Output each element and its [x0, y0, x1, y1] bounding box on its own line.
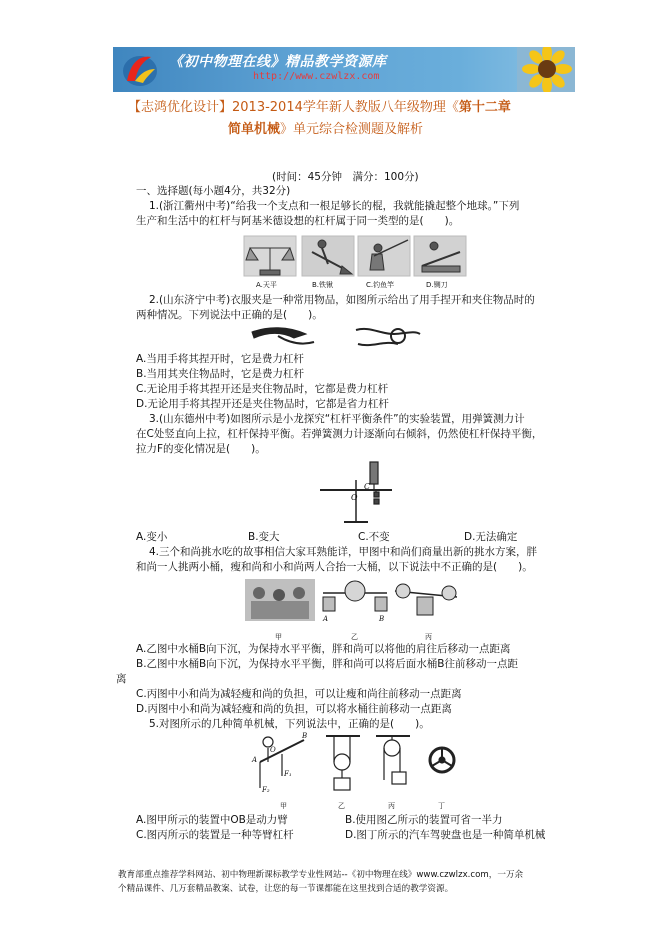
q4-caption-jia: 甲 [275, 633, 282, 641]
q5-label-b: B [302, 732, 308, 740]
banner-url[interactable]: http://www.czwlzx.com [253, 71, 380, 82]
q1-caption-d: D.铡刀 [426, 281, 448, 289]
q5-caption-bing: 丙 [388, 802, 395, 810]
q4-option-b: B.乙图中水桶B向下沉，为保持水平平衡，胖和尚可以将后面水桶B往前移动一点距 [136, 658, 518, 670]
q5-label-a: A [252, 756, 258, 764]
q4-figure [245, 577, 465, 641]
q1-figure [242, 234, 474, 290]
doc-title-line1 [128, 96, 511, 115]
page-footer [118, 868, 588, 896]
q4-option-c: C.丙图中小和尚为减轻瘦和尚的负担，可以让瘦和尚往前移动一点距离 [136, 688, 462, 700]
q5-label-o: O [270, 746, 276, 754]
q1-caption-a: A.天平 [256, 281, 277, 289]
q2-option-a: A.当用手将其捏开时，它是费力杠杆 [136, 353, 304, 365]
q5-option-b: B.使用图乙所示的装置可省一半力 [345, 814, 503, 826]
doc-title-rest: 》单元综合检测题及解析 [280, 122, 424, 137]
q2-option-c: C.无论用手将其捏开还是夹住物品时，它都是费力杠杆 [136, 383, 389, 395]
q4-option-d: D.丙图中小和尚为减轻瘦和尚的负担，可以将水桶往前移动一点距离 [136, 703, 452, 715]
q5-label-f1: F₁ [284, 770, 292, 778]
footer-line1: 教育部重点推荐学科网站、初中物理新课标教学专业性网站--《初中物理在线》www.czwlzx.com，一万余 [118, 870, 524, 880]
q2-option-d: D.无论用手将其捏开还是夹住物品时，它都是省力杠杆 [136, 398, 389, 410]
q4-label-b: B [379, 615, 385, 623]
q5-figure [246, 732, 478, 812]
q4-option-b-cont: 离 [116, 673, 127, 685]
q3-option-a: A.变小 [136, 531, 168, 543]
q1-caption-c: C.钓鱼竿 [366, 281, 395, 289]
sunflower-icon [517, 47, 575, 92]
q5-caption-jia: 甲 [280, 802, 287, 810]
q5-label-f2: F₂ [262, 786, 270, 794]
q5-line1: 5.对图所示的几种简单机械，下列说法中，正确的是( )。 [149, 718, 430, 730]
q3-label-o: O [351, 493, 358, 502]
q5-option-c: C.图丙所示的装置是一种等臂杠杆 [136, 829, 294, 841]
q5-option-a: A.图甲所示的装置中OB是动力臂 [136, 814, 288, 826]
doc-title-part: 【志鸿优化设计】2013-2014学年新人教版八年级物理《 [128, 100, 459, 115]
site-banner [113, 47, 575, 92]
q4-caption-yi: 乙 [351, 633, 358, 641]
q3-figure [318, 456, 406, 524]
q5-option-d: D.图丁所示的汽车驾驶盘也是一种简单机械 [345, 829, 546, 841]
q1-caption-b: B.铁锹 [312, 281, 334, 289]
q2-figure [248, 322, 424, 350]
q3-line2: 在C处竖直向上拉，杠杆保持平衡。若弹簧测力计逐渐向右倾斜，仍然使杠杆保持平衡， [136, 428, 543, 440]
q3-option-d: D.无法确定 [464, 531, 518, 543]
footer-line2: 个精品课件、几万套精品教案、试卷，让您的每一节课都能在这里找到合适的教学资源。 [118, 884, 454, 894]
q3-label-c: C [364, 482, 371, 491]
doc-title-subject: 简单机械 [228, 122, 281, 137]
q2-line2: 两种情况。下列说法中正确的是( )。 [136, 309, 323, 321]
q3-option-c: C.不变 [358, 531, 390, 543]
section-heading: 一、选择题(每小题4分，共32分) [136, 185, 291, 197]
q1-line1: 1.(浙江衢州中考)“给我一个支点和一根足够长的棍，我就能撬起整个地球。”下列 [149, 200, 520, 212]
q5-caption-yi: 乙 [338, 802, 345, 810]
banner-title: 《初中物理在线》精品教学资源库 [169, 54, 387, 70]
doc-title-chapter: 第十二章 [458, 100, 511, 115]
exam-meta: (时间：45分钟 满分：100分) [272, 171, 419, 183]
q4-caption-bing: 丙 [425, 633, 432, 641]
q4-label-a: A [323, 615, 329, 623]
q5-caption-ding: 丁 [438, 802, 445, 810]
doc-title-line2 [228, 118, 423, 137]
q3-line1: 3.(山东德州中考)如图所示是小龙探究“杠杆平衡条件”的实验装置，用弹簧测力计 [149, 413, 525, 425]
q4-line2: 和尚一人挑两小桶，瘦和尚和小和尚两人合抬一大桶，以下说法中不正确的是( )。 [136, 561, 533, 573]
q3-line3: 拉力F的变化情况是( )。 [136, 443, 266, 455]
q4-line1: 4.三个和尚挑水吃的故事相信大家耳熟能详，甲图中和尚们商量出新的挑水方案，胖 [149, 546, 538, 558]
q4-option-a: A.乙图中水桶B向下沉，为保持水平平衡，胖和尚可以将他的肩往后移动一点距离 [136, 643, 511, 655]
site-logo-icon [121, 51, 159, 88]
q2-option-b: B.当用其夹住物品时，它是费力杠杆 [136, 368, 305, 380]
q3-option-b: B.变大 [248, 531, 280, 543]
q2-line1: 2.(山东济宁中考)衣服夹是一种常用物品，如图所示给出了用手捏开和夹住物品时的 [149, 294, 535, 306]
q1-line2: 生产和生活中的杠杆与阿基米德设想的杠杆属于同一类型的是( )。 [136, 215, 460, 227]
